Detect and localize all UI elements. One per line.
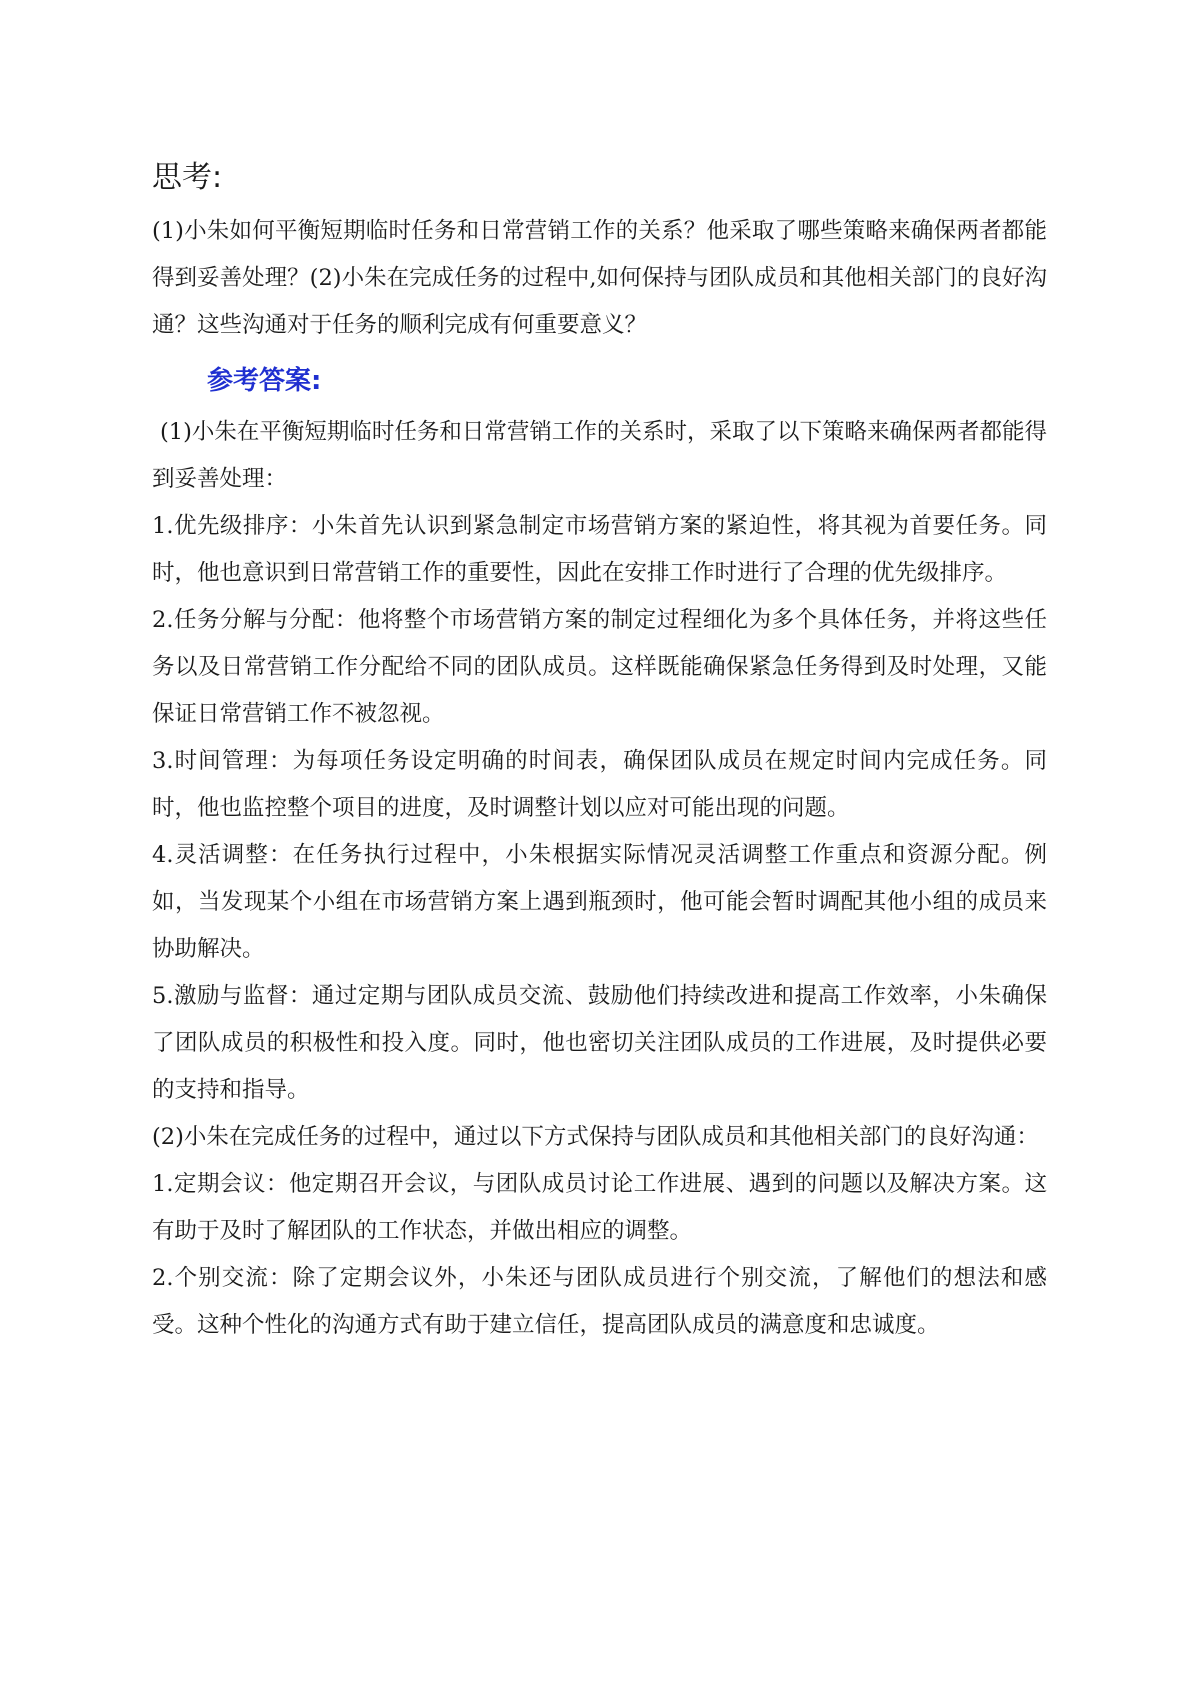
answer-paragraph: 4.灵活调整：在任务执行过程中，小朱根据实际情况灵活调整工作重点和资源分配。例如，当发现某个小组在市场营销方案上遇到瓶颈时，他可能会暂时调配其他小组的成员来协助解决。 (152, 842, 1047, 962)
answer-paragraph: (1)小朱在平衡短期临时任务和日常营销工作的关系时，采取了以下策略来确保两者都能得到妥善处理： (152, 419, 1047, 492)
answer-paragraph: 1.定期会议：他定期召开会议，与团队成员讨论工作进展、遇到的问题以及解决方案。这有助于及时了解团队的工作状态，并做出相应的调整。 (152, 1171, 1047, 1244)
answer-paragraph: 3.时间管理：为每项任务设定明确的时间表，确保团队成员在规定时间内完成任务。同时，他也监控整个项目的进度，及时调整计划以应对可能出现的问题。 (152, 748, 1047, 821)
answer-paragraph: (2)小朱在完成任务的过程中，通过以下方式保持与团队成员和其他相关部门的良好沟通： (152, 1124, 1039, 1150)
answer-paragraph: 5.激励与监督：通过定期与团队成员交流、鼓励他们持续改进和提高工作效率，小朱确保了团队成员的积极性和投入度。同时，他也密切关注团队成员的工作进展，及时提供必要的支持和指导。 (152, 983, 1047, 1103)
answer-paragraph: 2.任务分解与分配：他将整个市场营销方案的制定过程细化为多个具体任务，并将这些任务以及日常营销工作分配给不同的团队成员。这样既能确保紧急任务得到及时处理，又能保证日常营销工作不被忽视。 (152, 607, 1047, 727)
think-question: (1)小朱如何平衡短期临时任务和日常营销工作的关系？他采取了哪些策略来确保两者都能得到妥善处理？(2)小朱在完成任务的过程中,如何保持与团队成员和其他相关部门的良好沟通？这些沟通对于任务的顺利完成有何重要意义？ (152, 218, 1047, 338)
document-content (152, 150, 1047, 1349)
answer-heading: 参考答案: (207, 366, 322, 396)
think-heading: 思考: (152, 160, 223, 195)
answer-paragraph: 1.优先级排序：小朱首先认识到紧急制定市场营销方案的紧迫性，将其视为首要任务。同时，他也意识到日常营销工作的重要性，因此在安排工作时进行了合理的优先级排序。 (152, 513, 1047, 586)
answer-paragraph: 2.个别交流：除了定期会议外，小朱还与团队成员进行个别交流，了解他们的想法和感受。这种个性化的沟通方式有助于建立信任，提高团队成员的满意度和忠诚度。 (152, 1265, 1047, 1338)
